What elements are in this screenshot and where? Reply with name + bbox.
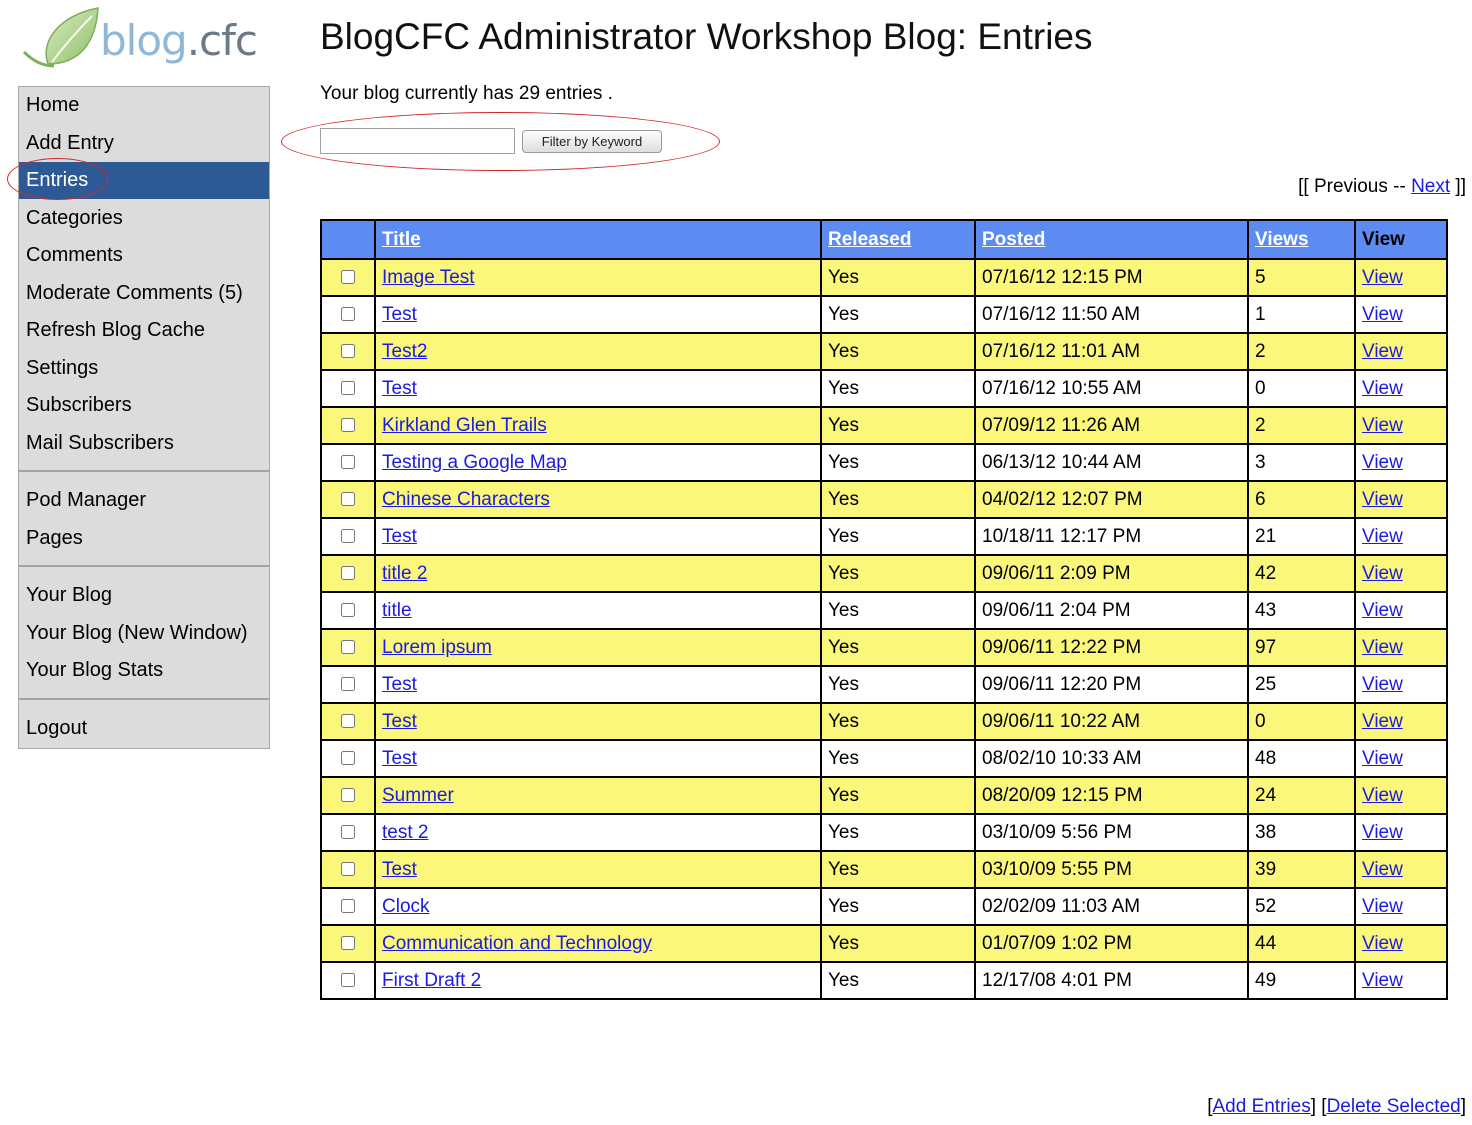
- row-select-cell: [321, 814, 375, 851]
- table-row: [321, 777, 1447, 814]
- row-select-cell: [321, 777, 375, 814]
- table-row: [321, 259, 1447, 296]
- released-cell: Yes: [821, 370, 975, 407]
- view-cell: [1355, 703, 1447, 740]
- view-entry-link[interactable]: View: [1362, 710, 1403, 732]
- views-cell: 52: [1248, 888, 1355, 925]
- row-select-checkbox[interactable]: [341, 455, 355, 469]
- view-entry-link[interactable]: View: [1362, 932, 1403, 954]
- title-cell: [375, 962, 821, 999]
- view-cell: [1355, 777, 1447, 814]
- entry-title-link[interactable]: Test: [382, 377, 417, 399]
- view-entry-link[interactable]: View: [1362, 488, 1403, 510]
- posted-cell: 04/02/12 12:07 PM: [975, 481, 1248, 518]
- view-entry-link[interactable]: View: [1362, 969, 1403, 991]
- view-cell: [1355, 518, 1447, 555]
- row-select-checkbox[interactable]: [341, 418, 355, 432]
- released-cell: Yes: [821, 888, 975, 925]
- sidebar-item-refresh-blog-cache[interactable]: Refresh Blog Cache: [26, 319, 205, 341]
- sidebar-separator: [19, 698, 269, 700]
- posted-cell: 07/16/12 11:01 AM: [975, 333, 1248, 370]
- table-row: [321, 518, 1447, 555]
- views-cell: 38: [1248, 814, 1355, 851]
- title-cell: [375, 518, 821, 555]
- pager: [[ Previous -- Next ]]: [1298, 176, 1466, 197]
- header-views[interactable]: Views: [1248, 220, 1355, 259]
- row-select-checkbox[interactable]: [341, 270, 355, 284]
- view-entry-link[interactable]: View: [1362, 377, 1403, 399]
- posted-cell: 10/18/11 12:17 PM: [975, 518, 1248, 555]
- title-cell: [375, 555, 821, 592]
- table-row: [321, 666, 1447, 703]
- pager-next-link[interactable]: Next: [1411, 176, 1451, 197]
- sidebar-item-moderate-comments-5[interactable]: Moderate Comments (5): [26, 281, 243, 304]
- row-select-cell: [321, 444, 375, 481]
- title-cell: [375, 444, 821, 481]
- table-row: [321, 851, 1447, 888]
- posted-cell: 09/06/11 2:04 PM: [975, 592, 1248, 629]
- sidebar-separator: [19, 470, 269, 472]
- header-select: [321, 220, 375, 259]
- row-select-cell: [321, 370, 375, 407]
- title-cell: [375, 777, 821, 814]
- row-select-checkbox[interactable]: [341, 529, 355, 543]
- posted-cell: 12/17/08 4:01 PM: [975, 962, 1248, 999]
- released-cell: Yes: [821, 629, 975, 666]
- row-select-checkbox[interactable]: [341, 677, 355, 691]
- row-select-cell: [321, 555, 375, 592]
- views-cell: 0: [1248, 703, 1355, 740]
- view-cell: [1355, 333, 1447, 370]
- posted-cell: 02/02/09 11:03 AM: [975, 888, 1248, 925]
- released-cell: Yes: [821, 481, 975, 518]
- title-cell: [375, 814, 821, 851]
- table-row: [321, 962, 1447, 999]
- row-select-checkbox[interactable]: [341, 899, 355, 913]
- entry-title-link[interactable]: test 2: [382, 821, 429, 843]
- views-cell: 0: [1248, 370, 1355, 407]
- sidebar-item-comments[interactable]: Comments: [26, 244, 123, 266]
- table-row: [321, 370, 1447, 407]
- entry-title-link[interactable]: Test: [382, 673, 417, 695]
- views-cell: 5: [1248, 259, 1355, 296]
- entry-title-link[interactable]: First Draft 2: [382, 969, 482, 991]
- row-select-checkbox[interactable]: [341, 492, 355, 506]
- view-entry-link[interactable]: View: [1362, 821, 1403, 843]
- row-select-checkbox[interactable]: [341, 862, 355, 876]
- title-cell: [375, 740, 821, 777]
- table-row: [321, 703, 1447, 740]
- entries-table: [320, 219, 1448, 1000]
- sidebar-item-home[interactable]: Home: [26, 94, 80, 116]
- views-cell: 21: [1248, 518, 1355, 555]
- title-cell: [375, 925, 821, 962]
- view-cell: [1355, 444, 1447, 481]
- table-row: [321, 481, 1447, 518]
- row-select-checkbox[interactable]: [341, 381, 355, 395]
- row-select-checkbox[interactable]: [341, 307, 355, 321]
- view-cell: [1355, 370, 1447, 407]
- released-cell: Yes: [821, 925, 975, 962]
- view-cell: [1355, 481, 1447, 518]
- entry-title-link[interactable]: Test: [382, 710, 417, 732]
- row-select-cell: [321, 333, 375, 370]
- released-cell: Yes: [821, 259, 975, 296]
- view-entry-link[interactable]: View: [1362, 673, 1403, 695]
- view-entry-link[interactable]: View: [1362, 451, 1403, 473]
- entry-title-link[interactable]: Summer: [382, 784, 454, 806]
- sidebar-item-your-blog-stats[interactable]: Your Blog Stats: [26, 659, 164, 681]
- views-cell: 43: [1248, 592, 1355, 629]
- view-cell: [1355, 296, 1447, 333]
- released-cell: Yes: [821, 407, 975, 444]
- view-cell: [1355, 740, 1447, 777]
- sidebar-item-logout[interactable]: Logout: [26, 716, 88, 739]
- entry-title-link[interactable]: Test: [382, 525, 417, 547]
- posted-cell: 09/06/11 12:22 PM: [975, 629, 1248, 666]
- sidebar-item-your-blog[interactable]: Your Blog: [26, 584, 112, 606]
- table-row: [321, 592, 1447, 629]
- view-cell: [1355, 962, 1447, 999]
- view-entry-link[interactable]: View: [1362, 525, 1403, 547]
- row-select-checkbox[interactable]: [341, 603, 355, 617]
- table-row: [321, 407, 1447, 444]
- sidebar-item-entries[interactable]: Entries: [19, 162, 269, 199]
- title-cell: [375, 851, 821, 888]
- row-select-cell: [321, 629, 375, 666]
- view-entry-link[interactable]: View: [1362, 340, 1403, 362]
- released-cell: Yes: [821, 333, 975, 370]
- view-entry-link[interactable]: View: [1362, 562, 1403, 584]
- title-cell: [375, 296, 821, 333]
- row-select-cell: [321, 259, 375, 296]
- row-select-checkbox[interactable]: [341, 936, 355, 950]
- entry-title-link[interactable]: Chinese Characters: [382, 488, 550, 510]
- pager-previous: Previous: [1313, 176, 1388, 197]
- row-select-checkbox[interactable]: [341, 640, 355, 654]
- entry-title-link[interactable]: title: [382, 599, 412, 621]
- view-entry-link[interactable]: View: [1362, 636, 1403, 658]
- views-cell: 24: [1248, 777, 1355, 814]
- views-cell: 25: [1248, 666, 1355, 703]
- view-entry-link[interactable]: View: [1362, 266, 1403, 288]
- posted-cell: 08/02/10 10:33 AM: [975, 740, 1248, 777]
- table-row: [321, 888, 1447, 925]
- row-select-cell: [321, 407, 375, 444]
- view-cell: [1355, 592, 1447, 629]
- row-select-cell: [321, 703, 375, 740]
- view-cell: [1355, 851, 1447, 888]
- sidebar-item-mail-subscribers[interactable]: Mail Subscribers: [26, 431, 174, 454]
- entries-highlight-ellipse: [7, 158, 108, 200]
- entry-title-link[interactable]: Image Test: [382, 266, 475, 288]
- table-header-row: [321, 220, 1447, 259]
- sidebar-item-categories[interactable]: Categories: [26, 206, 123, 229]
- sidebar-item-pages[interactable]: Pages: [26, 526, 83, 549]
- row-select-checkbox[interactable]: [341, 751, 355, 765]
- view-cell: [1355, 888, 1447, 925]
- views-cell: 44: [1248, 925, 1355, 962]
- entry-title-link[interactable]: Kirkland Glen Trails: [382, 414, 547, 436]
- bulk-actions: [Add Entries] [Delete Selected]: [1207, 1096, 1466, 1117]
- row-select-cell: [321, 481, 375, 518]
- add-entries-link[interactable]: Add Entries: [1212, 1096, 1311, 1117]
- posted-cell: 07/09/12 11:26 AM: [975, 407, 1248, 444]
- views-cell: 3: [1248, 444, 1355, 481]
- view-entry-link[interactable]: View: [1362, 414, 1403, 436]
- view-cell: [1355, 629, 1447, 666]
- table-row: [321, 333, 1447, 370]
- released-cell: Yes: [821, 592, 975, 629]
- view-cell: [1355, 814, 1447, 851]
- entry-title-link[interactable]: title 2: [382, 562, 428, 584]
- title-cell: [375, 666, 821, 703]
- view-cell: [1355, 925, 1447, 962]
- row-select-checkbox[interactable]: [341, 344, 355, 358]
- released-cell: Yes: [821, 851, 975, 888]
- header-view: View: [1355, 220, 1447, 259]
- released-cell: Yes: [821, 740, 975, 777]
- released-cell: Yes: [821, 814, 975, 851]
- table-row: [321, 296, 1447, 333]
- title-cell: [375, 703, 821, 740]
- views-cell: 48: [1248, 740, 1355, 777]
- header-released[interactable]: Released: [821, 220, 975, 259]
- views-cell: 42: [1248, 555, 1355, 592]
- entry-title-link[interactable]: Clock: [382, 895, 430, 917]
- posted-cell: 09/06/11 12:20 PM: [975, 666, 1248, 703]
- posted-cell: 07/16/12 12:15 PM: [975, 259, 1248, 296]
- row-select-checkbox[interactable]: [341, 788, 355, 802]
- sidebar-item-settings[interactable]: Settings: [26, 356, 99, 379]
- sidebar-item-subscribers[interactable]: Subscribers: [26, 394, 132, 416]
- filter-by-keyword-button[interactable]: Filter by Keyword: [522, 130, 662, 153]
- view-entry-link[interactable]: View: [1362, 858, 1403, 880]
- views-cell: 2: [1248, 407, 1355, 444]
- views-cell: 49: [1248, 962, 1355, 999]
- entry-title-link[interactable]: Test2: [382, 340, 428, 362]
- posted-cell: 08/20/09 12:15 PM: [975, 777, 1248, 814]
- entry-count-text: Your blog currently has 29 entries .: [320, 83, 613, 104]
- entry-title-link[interactable]: Lorem ipsum: [382, 636, 492, 658]
- view-cell: [1355, 666, 1447, 703]
- released-cell: Yes: [821, 777, 975, 814]
- view-entry-link[interactable]: View: [1362, 599, 1403, 621]
- view-entry-link[interactable]: View: [1362, 784, 1403, 806]
- entry-title-link[interactable]: Test: [382, 858, 417, 880]
- row-select-checkbox[interactable]: [341, 825, 355, 839]
- entry-title-link[interactable]: Communication and Technology: [382, 932, 653, 954]
- released-cell: Yes: [821, 555, 975, 592]
- table-row: [321, 629, 1447, 666]
- row-select-cell: [321, 666, 375, 703]
- logo-text: blog.cfc: [100, 16, 258, 65]
- blogcfc-logo: [18, 2, 278, 72]
- table-row: [321, 740, 1447, 777]
- row-select-checkbox[interactable]: [341, 566, 355, 580]
- view-cell: [1355, 555, 1447, 592]
- leaf-icon: [18, 2, 108, 74]
- view-entry-link[interactable]: View: [1362, 303, 1403, 325]
- table-row: [321, 555, 1447, 592]
- table-row: [321, 814, 1447, 851]
- entry-title-link[interactable]: Test: [382, 747, 417, 769]
- released-cell: Yes: [821, 703, 975, 740]
- views-cell: 2: [1248, 333, 1355, 370]
- posted-cell: 03/10/09 5:56 PM: [975, 814, 1248, 851]
- row-select-cell: [321, 518, 375, 555]
- page-title: BlogCFC Administrator Workshop Blog: Entries: [320, 16, 1093, 57]
- view-cell: [1355, 259, 1447, 296]
- views-cell: 6: [1248, 481, 1355, 518]
- sidebar-separator: [19, 565, 269, 567]
- row-select-cell: [321, 851, 375, 888]
- view-entry-link[interactable]: View: [1362, 895, 1403, 917]
- sidebar-item-add-entry[interactable]: Add Entry: [26, 131, 114, 154]
- table-row: [321, 444, 1447, 481]
- header-posted[interactable]: Posted: [975, 220, 1248, 259]
- view-cell: [1355, 407, 1447, 444]
- posted-cell: 06/13/12 10:44 AM: [975, 444, 1248, 481]
- title-cell: [375, 370, 821, 407]
- header-title[interactable]: Title: [375, 220, 821, 259]
- released-cell: Yes: [821, 666, 975, 703]
- posted-cell: 07/16/12 10:55 AM: [975, 370, 1248, 407]
- title-cell: [375, 407, 821, 444]
- views-cell: 39: [1248, 851, 1355, 888]
- posted-cell: 03/10/09 5:55 PM: [975, 851, 1248, 888]
- view-entry-link[interactable]: View: [1362, 747, 1403, 769]
- posted-cell: 09/06/11 10:22 AM: [975, 703, 1248, 740]
- keyword-filter-input[interactable]: [320, 128, 515, 154]
- row-select-checkbox[interactable]: [341, 714, 355, 728]
- row-select-checkbox[interactable]: [341, 973, 355, 987]
- row-select-cell: [321, 296, 375, 333]
- released-cell: Yes: [821, 296, 975, 333]
- views-cell: 1: [1248, 296, 1355, 333]
- posted-cell: 01/07/09 1:02 PM: [975, 925, 1248, 962]
- title-cell: [375, 592, 821, 629]
- sidebar-item-pod-manager[interactable]: Pod Manager: [26, 489, 147, 511]
- entry-title-link[interactable]: Test: [382, 303, 417, 325]
- title-cell: [375, 333, 821, 370]
- sidebar-item-your-blog-new-window[interactable]: Your Blog (New Window): [26, 621, 248, 644]
- posted-cell: 09/06/11 2:09 PM: [975, 555, 1248, 592]
- row-select-cell: [321, 888, 375, 925]
- released-cell: Yes: [821, 962, 975, 999]
- row-select-cell: [321, 962, 375, 999]
- views-cell: 97: [1248, 629, 1355, 666]
- row-select-cell: [321, 740, 375, 777]
- title-cell: [375, 888, 821, 925]
- entry-title-link[interactable]: Testing a Google Map: [382, 451, 567, 473]
- title-cell: [375, 481, 821, 518]
- title-cell: [375, 629, 821, 666]
- title-cell: [375, 259, 821, 296]
- released-cell: Yes: [821, 518, 975, 555]
- released-cell: Yes: [821, 444, 975, 481]
- row-select-cell: [321, 925, 375, 962]
- row-select-cell: [321, 592, 375, 629]
- posted-cell: 07/16/12 11:50 AM: [975, 296, 1248, 333]
- delete-selected-link[interactable]: Delete Selected: [1326, 1096, 1461, 1117]
- table-row: [321, 925, 1447, 962]
